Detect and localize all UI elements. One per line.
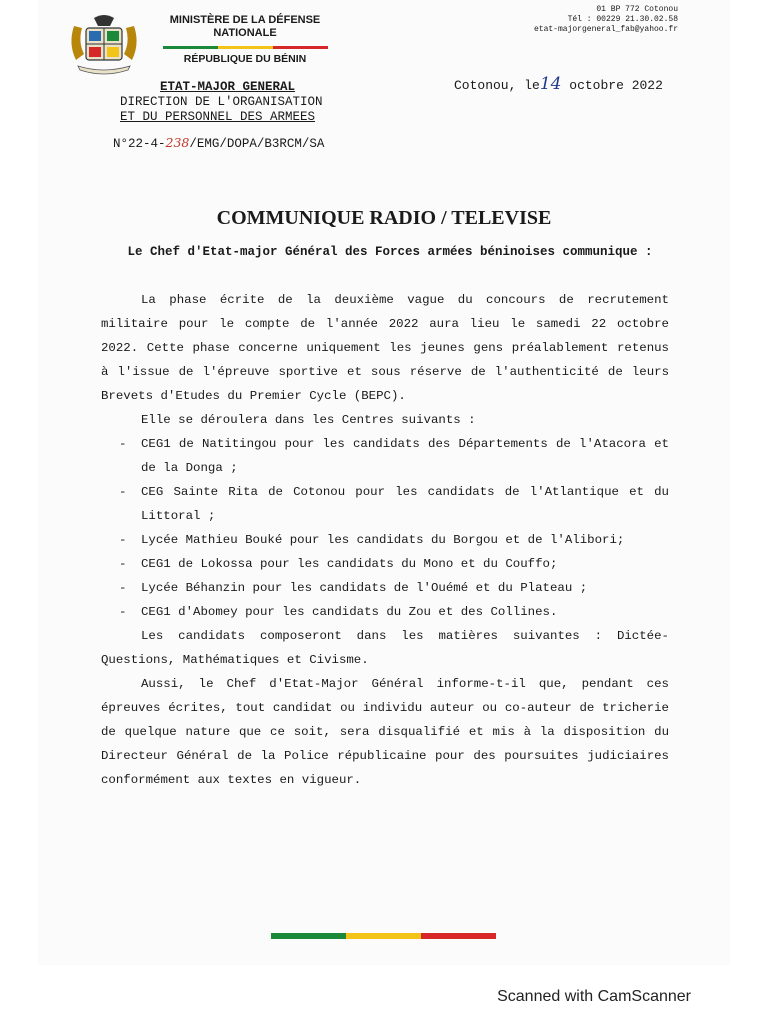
republic-name: RÉPUBLIQUE DU BÉNIN bbox=[183, 53, 307, 65]
exam-centres-list bbox=[101, 432, 669, 624]
date-month-year: octobre 2022 bbox=[569, 78, 663, 93]
reference-number bbox=[113, 135, 324, 151]
staff-line1: ETAT-MAJOR GENERAL bbox=[160, 80, 296, 94]
date-city: Cotonou, le bbox=[454, 78, 540, 93]
paragraph-exam-date: La phase écrite de la deuxième vague du concours de recrutement militaire pour le compte de l'année 2022 aura lieu le samedi 22 octobre 2022. Cette phase concerne uniquement les jeunes gens préalablement retenus à l'issue de l'épreuve sportive et sous réserve de l'authenticité de leurs Brevets d'Etudes du Premier Cycle (BEPC). bbox=[101, 293, 669, 403]
staff-line2: DIRECTION DE L'ORGANISATION bbox=[120, 95, 323, 109]
list-item: - CEG1 de Natitingou pour les candidats des Départements de l'Atacora et de la Donga ; bbox=[119, 437, 669, 475]
flag-color-bar bbox=[163, 46, 328, 49]
ref-prefix: N°22-4- bbox=[113, 137, 166, 151]
paragraph-centres-intro: Elle se déroulera dans les Centres suivants : bbox=[141, 413, 476, 427]
benin-coat-of-arms-icon bbox=[64, 14, 144, 76]
ref-number-handwritten: 238 bbox=[165, 135, 190, 150]
ministry-name-line2: NATIONALE bbox=[213, 27, 277, 39]
list-item: - CEG Sainte Rita de Cotonou pour les candidats de l'Atlantique et du Littoral ; bbox=[119, 485, 669, 523]
list-item: - Lycée Béhanzin pour les candidats de l'Ouémé et du Plateau ; bbox=[119, 581, 588, 595]
issuing-office bbox=[120, 80, 323, 125]
list-item: - Lycée Mathieu Bouké pour les candidats du Borgou et de l'Alibori; bbox=[119, 533, 625, 547]
list-item: - CEG1 d'Abomey pour les candidats du Zou et des Collines. bbox=[119, 605, 558, 619]
contact-block bbox=[534, 5, 678, 35]
camscanner-watermark: Scanned with CamScanner bbox=[497, 988, 691, 1005]
footer-flag-bar bbox=[271, 933, 496, 939]
paragraph-subjects: Les candidats composeront dans les matières suivantes : Dictée-Questions, Mathématiques et Civisme. bbox=[101, 629, 669, 667]
document-subtitle: Le Chef d'Etat-major Général des Forces armées béninoises communique : bbox=[127, 245, 653, 259]
contact-email: etat-majorgeneral_fab@yahoo.fr bbox=[533, 25, 678, 34]
staff-line3: ET DU PERSONNEL DES ARMEES bbox=[120, 110, 316, 124]
communique-body bbox=[101, 288, 669, 792]
ministry-name-line1: MINISTÈRE DE LA DÉFENSE bbox=[169, 14, 321, 26]
document-title: COMMUNIQUE RADIO / TELEVISE bbox=[216, 207, 552, 229]
date-line bbox=[454, 74, 663, 94]
ref-suffix: /EMG/DOPA/B3RCM/SA bbox=[189, 137, 325, 151]
contact-phone: Tél : 00229 21.30.02.58 bbox=[567, 15, 678, 24]
contact-address: 01 BP 772 Cotonou bbox=[596, 5, 678, 14]
list-item: - CEG1 de Lokossa pour les candidats du Mono et du Couffo; bbox=[119, 557, 558, 571]
paragraph-cheating-warning: Aussi, le Chef d'Etat-Major Général informe-t-il que, pendant ces épreuves écrites, tout candidat ou individu auteur ou co-auteur de tricherie de quelque nature que ce soit, sera disqualifié et mis à la disposition du Directeur Général de la Police républicaine pour des poursuites judiciaires conformément aux textes en vigueur. bbox=[101, 677, 669, 787]
date-day-handwritten: 14 bbox=[539, 74, 562, 94]
ministry-header bbox=[150, 14, 340, 66]
